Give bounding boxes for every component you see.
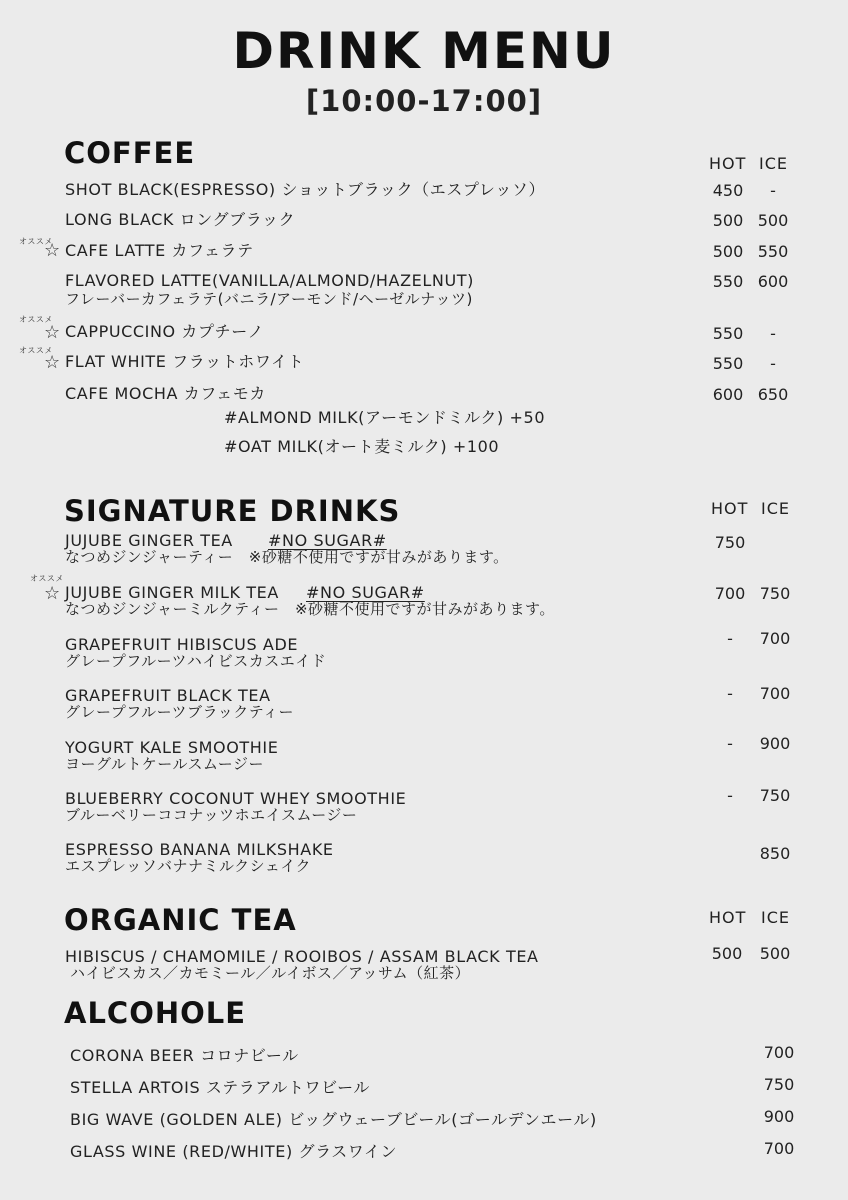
item-name: CAFE LATTE カフェラテ [65, 241, 254, 260]
price: 750 [763, 1075, 795, 1094]
item-subtitle: ヨーグルトケールスムージー [65, 755, 264, 773]
item-name: YOGURT KALE SMOOTHIE [65, 738, 279, 757]
hot-price: - [727, 786, 733, 805]
item-name: HIBISCUS / CHAMOMILE / ROOIBOS / ASSAM BLACK TEA [65, 947, 539, 966]
hot-price: 450 [712, 181, 744, 200]
item-name: ESPRESSO BANANA MILKSHAKE [65, 840, 334, 859]
item-name: SHOT BLACK(ESPRESSO) ショットブラック（エスプレッソ） [65, 180, 546, 199]
item-subtitle: ブルーベリーココナッツホエイスムージー [65, 806, 358, 824]
coffee-hot-label: HOT [709, 154, 747, 173]
item-subtitle: なつめジンジャーミルクティー ※砂糖不使用ですが甘みがあります。 [65, 600, 555, 618]
ice-price: 900 [759, 734, 791, 753]
hot-price: 700 [714, 584, 746, 603]
organic-tea-heading: ORGANIC TEA [64, 903, 297, 937]
star-icon: ☆ [44, 583, 61, 604]
item-name: CAFE MOCHA カフェモカ [65, 384, 266, 403]
ice-price: 650 [757, 385, 789, 404]
no-sugar-tag: #NO SUGAR# [268, 531, 387, 550]
organic-ice-label: ICE [761, 908, 790, 927]
hot-price: 500 [712, 242, 744, 261]
alcohol-heading: ALCOHOLE [64, 996, 247, 1030]
item-subtitle: エスプレッソバナナミルクシェイク [65, 857, 312, 875]
hot-price: 500 [712, 211, 744, 230]
ice-price: 850 [759, 844, 791, 863]
ice-price: - [770, 324, 776, 343]
hot-price: 750 [714, 533, 746, 552]
item-name: JUJUBE GINGER TEA [65, 531, 233, 550]
item-name: BLUEBERRY COCONUT WHEY SMOOTHIE [65, 789, 407, 808]
item-name: GRAPEFRUIT HIBISCUS ADE [65, 635, 299, 654]
ice-price: 500 [759, 944, 791, 963]
no-sugar-tag: #NO SUGAR# [306, 583, 425, 602]
signature-hot-label: HOT [711, 499, 749, 518]
item-subtitle: フレーバーカフェラテ(バニラ/アーモンド/ヘーゼルナッツ) [65, 290, 473, 308]
hot-price: 600 [712, 385, 744, 404]
item-name: FLAVORED LATTE(VANILLA/ALMOND/HAZELNUT) [65, 271, 474, 290]
organic-hot-label: HOT [709, 908, 747, 927]
item-name: GRAPEFRUIT BLACK TEA [65, 686, 271, 705]
ice-price: 700 [759, 684, 791, 703]
item-subtitle: ハイビスカス／カモミール／ルイボス／アッサム（紅茶） [70, 964, 471, 982]
hot-price: 550 [712, 354, 744, 373]
hot-price: - [727, 629, 733, 648]
star-icon: ☆ [44, 352, 61, 373]
ice-price: 500 [757, 211, 789, 230]
item-name: GLASS WINE (RED/WHITE) グラスワイン [70, 1142, 398, 1161]
item-name: STELLA ARTOIS ステラアルトワビール [70, 1078, 370, 1097]
item-subtitle: グレープフルーツハイビスカスエイド [65, 652, 327, 670]
item-name: CORONA BEER コロナビール [70, 1046, 299, 1065]
recommend-label: オススメ [19, 237, 53, 246]
hot-price: 550 [712, 324, 744, 343]
coffee-ice-label: ICE [759, 154, 788, 173]
item-name: LONG BLACK ロングブラック [65, 210, 296, 229]
coffee-heading: COFFEE [64, 136, 196, 170]
item-subtitle: なつめジンジャーティー ※砂糖不使用ですが甘みがあります。 [65, 548, 509, 566]
hot-price: 550 [712, 272, 744, 291]
recommend-label: オススメ [19, 315, 53, 324]
recommend-label: オススメ [19, 346, 53, 355]
item-name: JUJUBE GINGER MILK TEA [65, 583, 279, 602]
item-name: CAPPUCCINO カプチーノ [65, 322, 265, 341]
milk-option: #ALMOND MILK(アーモンドミルク) +50 [224, 408, 546, 427]
star-icon: ☆ [44, 240, 61, 261]
hot-price: 500 [711, 944, 743, 963]
recommend-label: オススメ [30, 574, 64, 583]
ice-price: - [770, 181, 776, 200]
ice-price: - [770, 354, 776, 373]
hot-price: - [727, 734, 733, 753]
ice-price: 700 [759, 629, 791, 648]
price: 700 [763, 1139, 795, 1158]
price: 900 [763, 1107, 795, 1126]
signature-heading: SIGNATURE DRINKS [64, 494, 401, 528]
item-name: BIG WAVE (GOLDEN ALE) ビッグウェーブビール(ゴールデンエール) [70, 1110, 597, 1129]
hot-price: - [727, 684, 733, 703]
signature-ice-label: ICE [761, 499, 790, 518]
ice-price: 550 [757, 242, 789, 261]
ice-price: 600 [757, 272, 789, 291]
item-name: FLAT WHITE フラットホワイト [65, 352, 305, 371]
milk-option: #OAT MILK(オート麦ミルク) +100 [224, 437, 500, 456]
menu-title: DRINK MENU [232, 22, 616, 80]
price: 700 [763, 1043, 795, 1062]
ice-price: 750 [759, 786, 791, 805]
opening-hours: [10:00-17:00] [305, 84, 543, 118]
item-subtitle: グレープフルーツブラックティー [65, 703, 295, 721]
star-icon: ☆ [44, 322, 61, 343]
ice-price: 750 [759, 584, 791, 603]
